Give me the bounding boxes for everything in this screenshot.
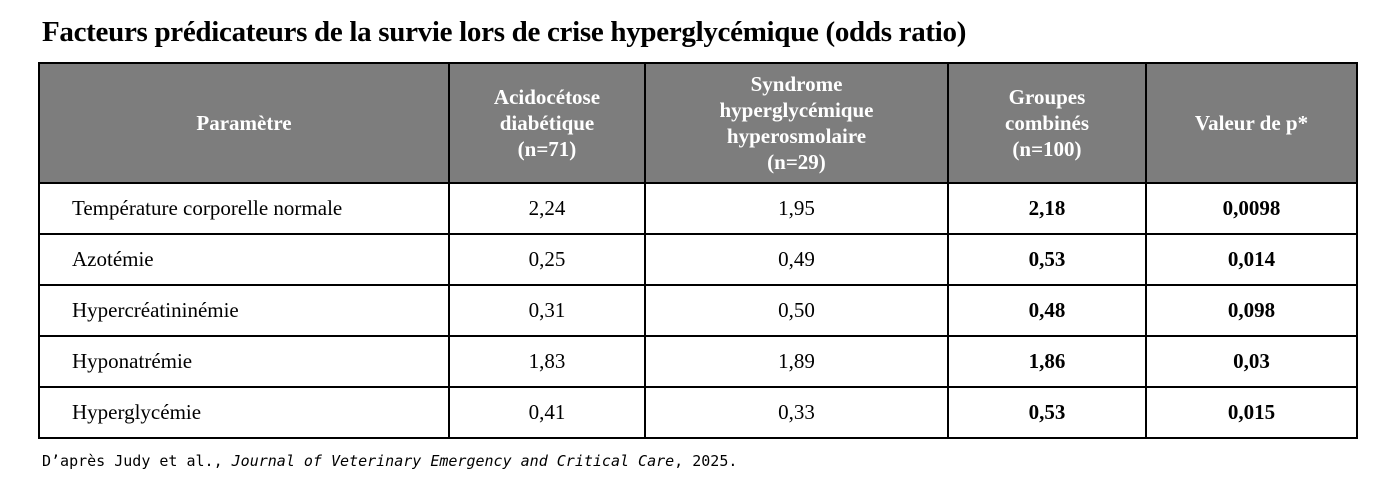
value-cell: 0,48 <box>948 285 1146 336</box>
header-label: hyperosmolaire <box>726 124 867 148</box>
value-cell: 0,31 <box>449 285 645 336</box>
value-cell: 1,86 <box>948 336 1146 387</box>
header-cell-parametre <box>39 63 449 183</box>
value-cell: 0,53 <box>948 234 1146 285</box>
header-label: hyperglycémique <box>719 97 874 122</box>
p-value-cell: 0,0098 <box>1146 183 1357 234</box>
table-row <box>39 285 1357 336</box>
value-cell: 0,25 <box>449 234 645 285</box>
value-cell: 0,33 <box>645 387 948 438</box>
p-value-cell: 0,015 <box>1146 387 1357 438</box>
value-cell: 0,41 <box>449 387 645 438</box>
table-row <box>39 234 1357 285</box>
table-row <box>39 387 1357 438</box>
source-note <box>42 452 1397 470</box>
source-prefix: D’après Judy et al., <box>42 452 232 470</box>
header-label: Syndrome <box>750 71 843 96</box>
header-label: Paramètre <box>196 110 292 135</box>
value-cell: 0,53 <box>948 387 1146 438</box>
value-cell: 1,83 <box>449 336 645 387</box>
header-cell-syndrome <box>645 63 948 183</box>
header-label: (n=71) <box>517 137 577 162</box>
header-cell-acidocetose <box>449 63 645 183</box>
p-value-cell: 0,014 <box>1146 234 1357 285</box>
header-label: Groupes <box>1008 84 1086 109</box>
header-label: diabétique <box>499 110 595 135</box>
param-cell: Azotémie <box>39 234 449 285</box>
param-cell: Hyperglycémie <box>39 387 449 438</box>
source-journal: Journal of Veterinary Emergency and Critical Care <box>231 452 675 470</box>
odds-ratio-table <box>38 62 1358 439</box>
table-row <box>39 336 1357 387</box>
page-title: Facteurs prédicateurs de la survie lors de crise hyperglycémique (odds ratio) <box>42 16 967 48</box>
header-row <box>39 63 1357 183</box>
value-cell: 2,24 <box>449 183 645 234</box>
param-cell: Température corporelle normale <box>39 183 449 234</box>
param-cell: Hyponatrémie <box>39 336 449 387</box>
param-cell: Hypercréatininémie <box>39 285 449 336</box>
p-value-cell: 0,098 <box>1146 285 1357 336</box>
header-label: (n=29) <box>767 150 826 175</box>
value-cell: 1,89 <box>645 336 948 387</box>
header-label: Acidocétose <box>493 84 601 109</box>
source-suffix: , 2025. <box>674 452 738 470</box>
value-cell: 0,49 <box>645 234 948 285</box>
value-cell: 0,50 <box>645 285 948 336</box>
value-cell: 1,95 <box>645 183 948 234</box>
header-label: combinés <box>1005 110 1089 135</box>
header-cell-valeur-p <box>1146 63 1357 183</box>
header-label: Valeur de p* <box>1194 110 1309 135</box>
p-value-cell: 0,03 <box>1146 336 1357 387</box>
header-cell-groupes-combines <box>948 63 1146 183</box>
value-cell: 2,18 <box>948 183 1146 234</box>
table-row <box>39 183 1357 234</box>
header-label: (n=100) <box>1012 137 1082 162</box>
